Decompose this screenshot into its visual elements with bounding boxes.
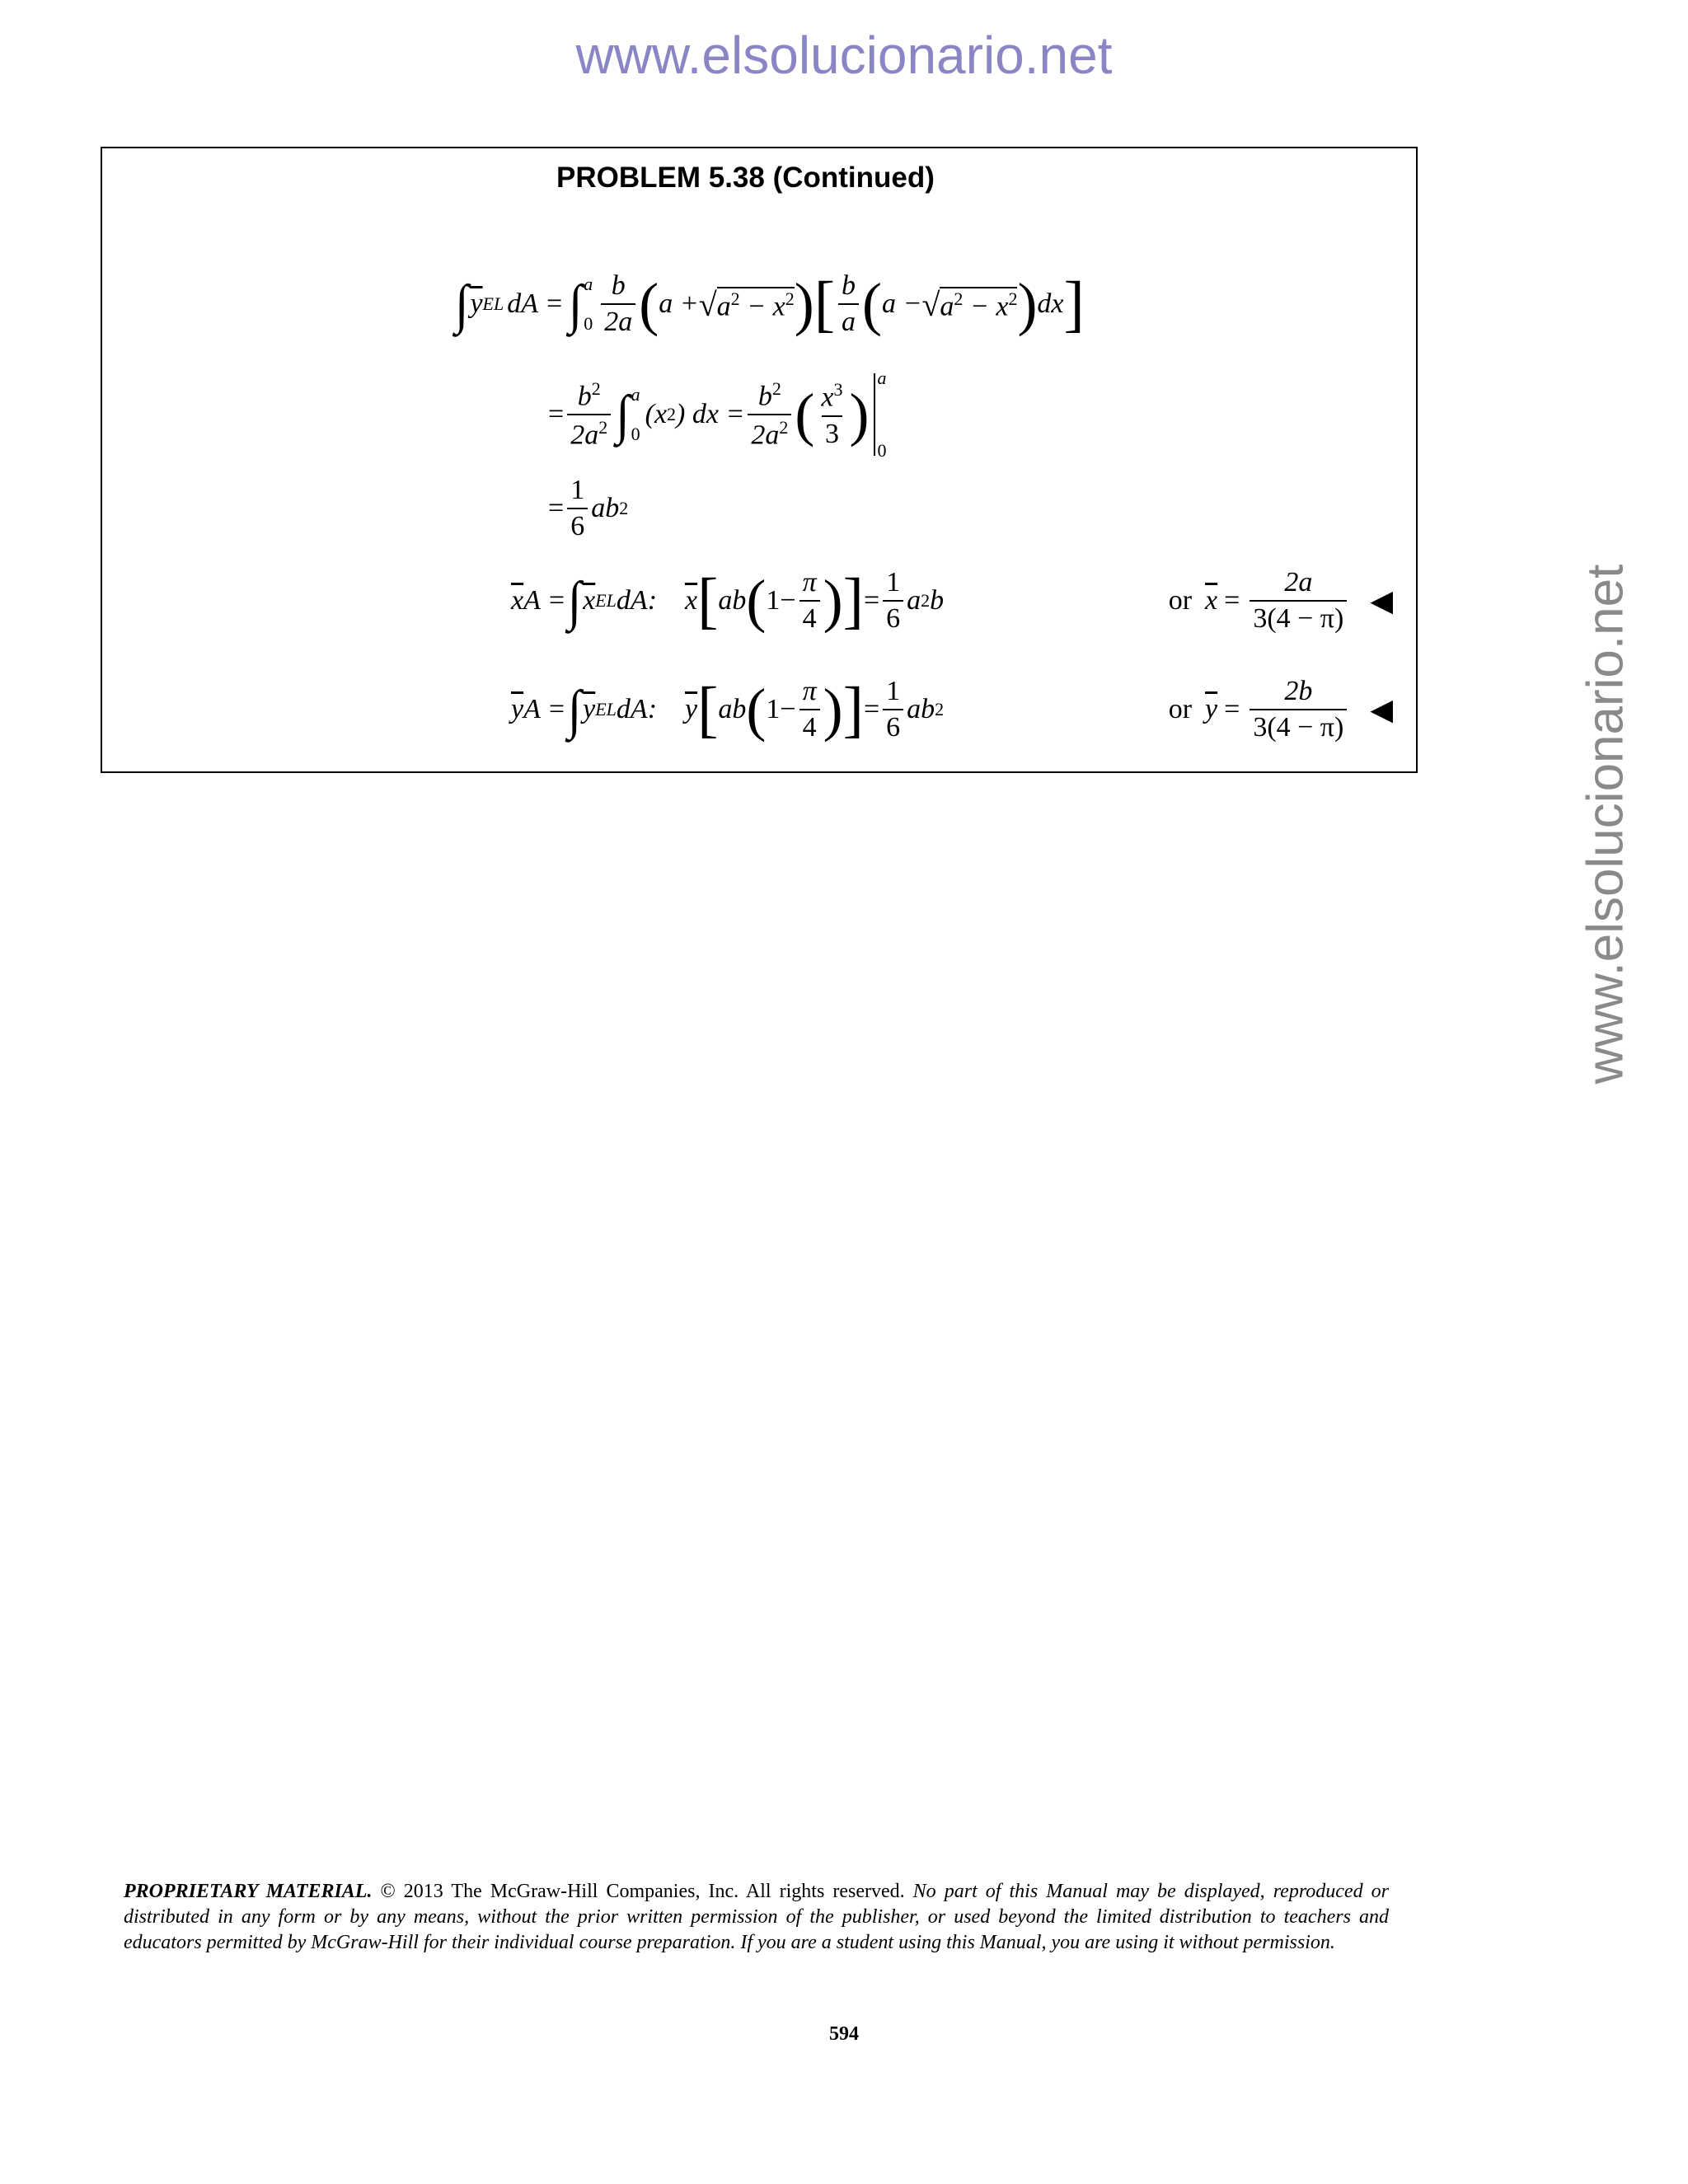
upper-limit: a	[631, 384, 640, 405]
subscript-el: EL	[595, 699, 617, 719]
numerator: b	[842, 270, 856, 301]
integral-limits	[631, 386, 640, 443]
integrand: ) dx =	[676, 399, 745, 429]
term: ab	[718, 585, 747, 616]
x-bar: $\overline{x}$	[685, 585, 698, 616]
fraction	[601, 272, 635, 336]
integral-sign: ∫	[567, 679, 582, 740]
term: dA:	[616, 585, 658, 616]
fraction	[883, 569, 903, 633]
exponent: 2	[785, 288, 795, 310]
y-bar: $\overline{y}$	[511, 694, 524, 724]
upper-limit: a	[877, 368, 887, 388]
subscript-el: EL	[595, 590, 617, 611]
paren-open: (	[795, 382, 815, 448]
term: a	[907, 585, 921, 616]
exponent: 2	[935, 699, 945, 719]
exponent: 2	[598, 417, 608, 438]
answer-marker-icon: ◀	[1370, 584, 1393, 617]
integral-sign: ∫	[616, 384, 630, 445]
evaluation-bar	[870, 369, 886, 460]
bracket-close: ]	[842, 675, 864, 744]
equation-line-3	[548, 476, 628, 541]
square-root: √ $a^2 - x^2$	[921, 285, 1018, 323]
exponent: 3	[833, 379, 843, 401]
result-fraction	[1250, 677, 1347, 742]
bracket-open: [	[697, 566, 719, 635]
denominator: 6	[567, 508, 588, 541]
numerator: b	[611, 270, 626, 301]
numerator: b	[757, 381, 772, 411]
lower-limit: 0	[631, 424, 640, 444]
exponent: 2	[619, 498, 629, 518]
equation-line-4	[511, 566, 1393, 635]
paren-close: )	[823, 677, 843, 743]
upper-limit: a	[584, 274, 593, 294]
exponent: 2	[921, 590, 931, 611]
term: ab	[907, 694, 935, 724]
paren-close: )	[1017, 271, 1038, 337]
answer-marker-icon: ◀	[1370, 693, 1393, 726]
term: 1−	[766, 694, 796, 724]
numerator: π	[802, 676, 817, 706]
denominator: 6	[883, 709, 903, 742]
fraction	[567, 476, 588, 541]
exponent: 2	[954, 288, 964, 310]
integrand: (x	[645, 399, 668, 429]
denominator: 4	[799, 709, 820, 742]
term: ab	[718, 694, 747, 724]
denominator: 2a	[570, 419, 599, 451]
fraction	[748, 377, 791, 451]
fraction	[567, 377, 611, 451]
paren-open: (	[746, 677, 767, 743]
subscript-el: EL	[482, 293, 504, 314]
equals: =	[863, 585, 880, 616]
page-number: 594	[829, 2023, 859, 2045]
term: dA:	[616, 694, 658, 724]
x-bar: $\overline{x}$	[1205, 585, 1218, 616]
equals: =	[548, 399, 565, 429]
numerator: 1	[570, 475, 585, 505]
exponent: 2	[730, 288, 740, 310]
paren-open: (	[862, 271, 882, 337]
term: A =	[523, 585, 566, 616]
fraction	[799, 677, 820, 742]
equals: =	[548, 493, 565, 523]
numerator: 2a	[1284, 567, 1313, 598]
term: a +	[659, 288, 699, 319]
numerator: 1	[886, 676, 901, 706]
y-bar: $\overline{y}$	[1205, 694, 1218, 724]
or-label: or	[1168, 585, 1193, 616]
bracket-close: ]	[842, 566, 864, 635]
equation-line-1	[453, 269, 1085, 339]
dx: dx	[1037, 288, 1064, 319]
radicand: a	[940, 291, 954, 322]
integral-sign: ∫	[568, 274, 583, 335]
watermark-top: www.elsolucionario.net	[575, 26, 1113, 85]
footer-italic: No part of this Manual may be displayed, reproduced or distributed in any form or by any means, without the prior written permission of the publisher, or used beyond the limited distribution to teachers and educators permitted by McGraw-Hill for their individual course preparation. If you are a student using this Manual, you are using it without permission.	[124, 1881, 1389, 1953]
exponent: 2	[667, 404, 677, 424]
y-bar: $\overline{y}$	[583, 694, 596, 724]
paren-close: )	[794, 271, 814, 337]
x-bar: $\overline{x}$	[583, 585, 596, 616]
denominator: 4	[799, 600, 820, 633]
equals: =	[1224, 694, 1240, 724]
denominator: 2a	[601, 303, 635, 336]
integral-sign: ∫	[567, 570, 582, 631]
equals: =	[863, 694, 880, 724]
fraction	[883, 677, 903, 742]
numerator: 1	[886, 567, 901, 598]
radicand: − x	[963, 291, 1009, 322]
fraction	[799, 569, 820, 633]
y-bar: $\overline{y}$	[685, 694, 698, 724]
term: a −	[881, 288, 922, 319]
exponent: 2	[771, 377, 781, 399]
radicand: a	[716, 291, 731, 322]
equation-line-2	[548, 369, 886, 460]
term: ab	[591, 493, 620, 523]
bracket-open: [	[814, 269, 835, 339]
paren-open: (	[746, 568, 767, 634]
fraction	[818, 381, 846, 448]
numerator: b	[577, 381, 592, 411]
term: 1−	[766, 585, 796, 616]
footer-normal: © 2013 The McGraw-Hill Companies, Inc. All rights reserved.	[372, 1881, 913, 1902]
term: A =	[523, 694, 566, 724]
denominator: 3(4 − π)	[1250, 709, 1347, 742]
exponent: 2	[1008, 288, 1018, 310]
denominator: a	[838, 303, 859, 336]
equation-line-5	[511, 677, 1393, 742]
numerator: 2b	[1284, 676, 1313, 706]
denominator: 3(4 − π)	[1250, 600, 1347, 633]
or-label: or	[1168, 694, 1193, 724]
problem-heading: PROBLEM 5.38 (Continued)	[556, 162, 935, 194]
result-fraction	[1250, 569, 1347, 633]
lower-limit: 0	[877, 440, 887, 461]
integral-sign: ∫	[455, 274, 469, 335]
paren-close: )	[849, 382, 870, 448]
numerator: π	[802, 567, 817, 598]
exponent: 2	[779, 417, 789, 438]
square-root: √ $a^2 - x^2$	[698, 285, 795, 323]
denominator: 3	[822, 415, 842, 448]
y-bar: $\overline{y}$	[470, 288, 483, 319]
fraction	[838, 272, 859, 336]
denominator: 2a	[751, 419, 780, 451]
paren-close: )	[823, 568, 843, 634]
integral-limits	[584, 275, 593, 333]
equals: =	[1224, 585, 1240, 616]
lower-limit: 0	[584, 313, 593, 334]
watermark-side: www.elsolucionario.net	[1577, 564, 1634, 1085]
paren-open: (	[639, 271, 659, 337]
numerator: x	[821, 382, 834, 413]
bracket-close: ]	[1063, 269, 1085, 339]
copyright-footer	[124, 1879, 1389, 1956]
lhs-da: dA =	[507, 288, 564, 319]
radicand: − x	[739, 291, 785, 322]
denominator: 6	[883, 600, 903, 633]
footer-bold: PROPRIETARY MATERIAL.	[124, 1881, 373, 1902]
exponent: 2	[591, 377, 601, 399]
x-bar: $\overline{x}$	[511, 585, 524, 616]
bracket-open: [	[697, 675, 719, 744]
term: b	[930, 585, 945, 616]
